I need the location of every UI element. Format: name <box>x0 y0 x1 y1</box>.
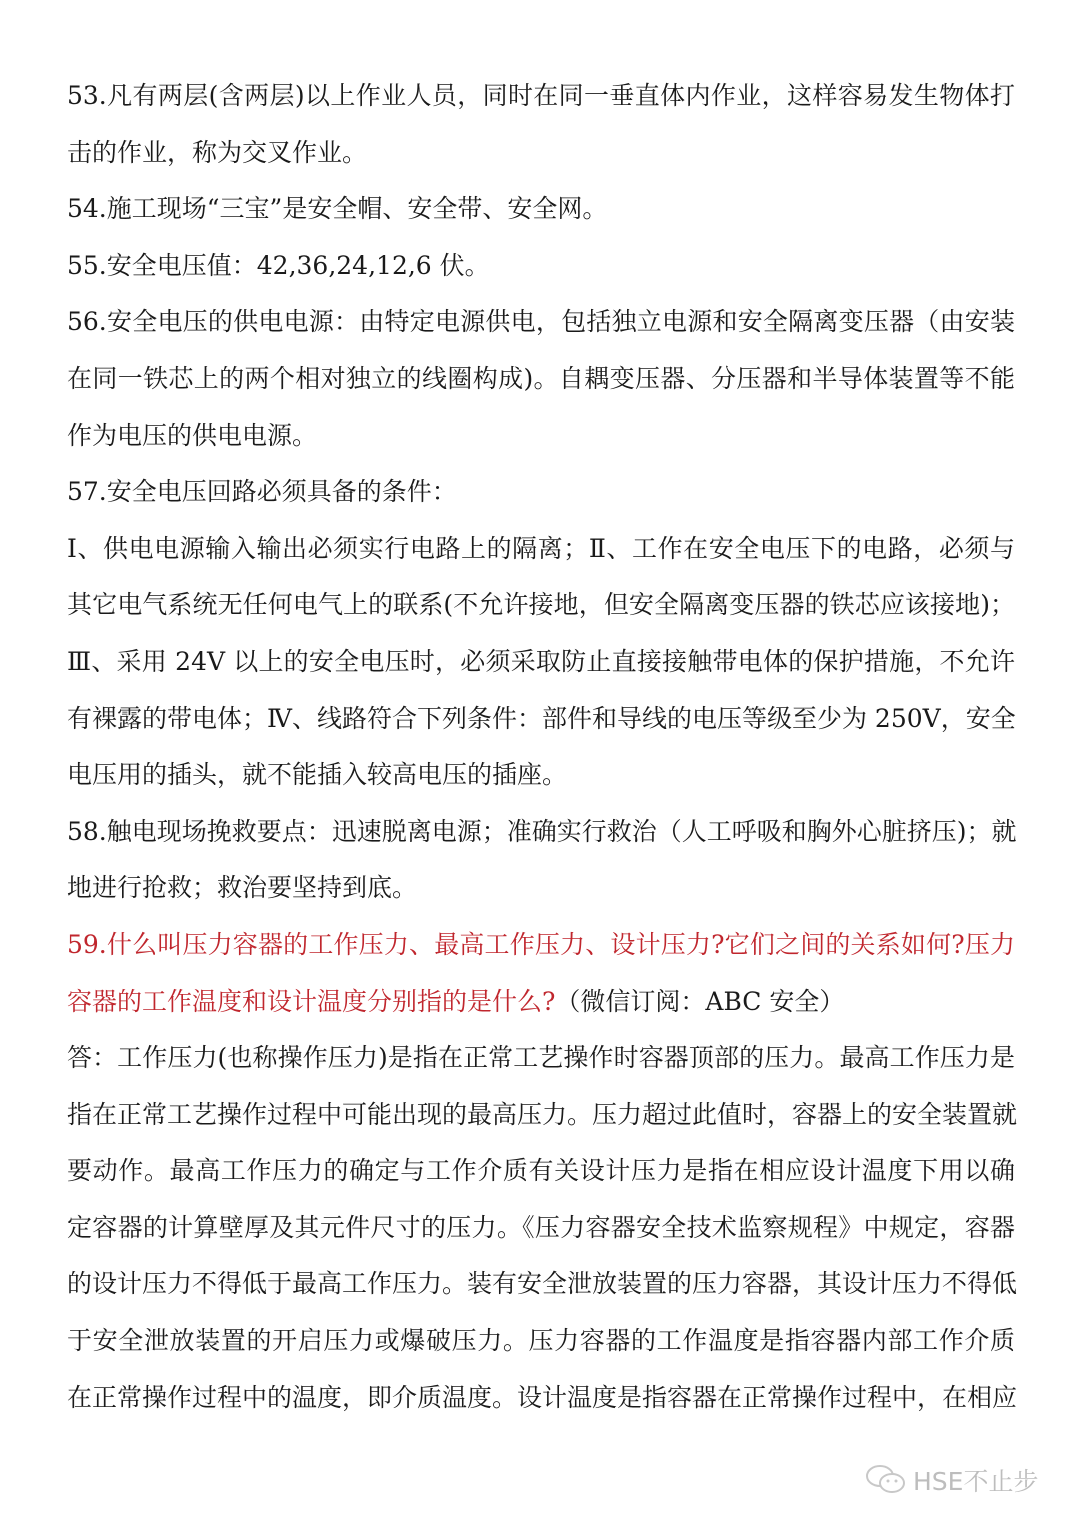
line-text: 57.安全电压回路必须具备的条件： <box>67 477 457 507</box>
watermark-text: HSE不止步 <box>913 1467 1039 1496</box>
wechat-icon <box>865 1463 907 1497</box>
line-text: 答：工作压力(也称操作压力)是指在正常工艺操作时容器顶部的压力。最高工作压力是 <box>67 1043 1015 1073</box>
watermark <box>865 1462 1038 1498</box>
line-text: 55.安全电压值：42,36,24,12,6 伏。 <box>67 250 490 280</box>
line-text: 54.施工现场“三宝”是安全帽、安全带、安全网。 <box>67 194 608 224</box>
text-line <box>67 585 1015 642</box>
line-text: 作为电压的供电电源。 <box>67 420 318 450</box>
line-text: 56.安全电压的供电电源：由特定电源供电，包括独立电源和安全隔离变压器（由安装 <box>67 307 1015 337</box>
line-text: 定容器的计算壁厚及其元件尺寸的压力。《压力容器安全技术监察规程》中规定，容器 <box>67 1212 1015 1242</box>
line-text: 电压用的插头，就不能插入较高电压的插座。 <box>67 760 568 790</box>
text-line <box>67 1095 1018 1152</box>
text-line <box>67 642 1015 699</box>
text-line <box>67 1151 1015 1208</box>
line-text: 的设计压力不得低于最高工作压力。装有安全泄放装置的压力容器，其设计压力不得低 <box>67 1269 1018 1299</box>
text-line <box>67 133 1015 190</box>
line-text: Ⅲ、采用 24V 以上的安全电压时，必须采取防止直接接触带电体的保护措施，不允许 <box>67 646 1015 676</box>
source-note: （微信订阅：ABC 安全） <box>555 986 845 1016</box>
line-text: 地进行抢救；救治要坚持到底。 <box>67 873 418 903</box>
text-line <box>67 1208 1015 1265</box>
text-line <box>67 982 1015 1039</box>
text-line <box>67 868 1015 925</box>
text-line <box>67 246 1015 303</box>
line-text: 58.触电现场挽救要点：迅速脱离电源；准确实行救治（人工呼吸和胸外心脏挤压)；就 <box>67 816 1017 846</box>
text-line <box>67 1321 1015 1378</box>
text-line <box>67 925 1015 982</box>
text-line <box>67 359 1015 416</box>
line-text: 有裸露的带电体；Ⅳ、线路符合下列条件：部件和导线的电压等级至少为 250V，安全 <box>67 703 1016 733</box>
text-line <box>67 76 1015 133</box>
text-line <box>67 755 1015 812</box>
text-line <box>67 472 1015 529</box>
line-text: 要动作。最高工作压力的确定与工作介质有关设计压力是指在相应设计温度下用以确 <box>67 1156 1015 1186</box>
line-text: 指在正常工艺操作过程中可能出现的最高压力。压力超过此值时，容器上的安全装置就 <box>67 1099 1018 1129</box>
line-text: 53.凡有两层(含两层)以上作业人员，同时在同一垂直体内作业，这样容易发生物体打 <box>67 81 1015 110</box>
text-line <box>67 1378 1018 1435</box>
line-text: 在正常操作过程中的温度，即介质温度。设计温度是指容器在正常操作过程中，在相应 <box>67 1382 1018 1412</box>
highlighted-question-text: 59.什么叫压力容器的工作压力、最高工作压力、设计压力?它们之间的关系如何?压力 <box>67 929 1015 959</box>
text-line <box>67 699 1015 756</box>
line-text: Ⅰ、供电电源输入输出必须实行电路上的隔离；Ⅱ、工作在安全电压下的电路，必须与 <box>67 533 1015 563</box>
document-body <box>67 76 1018 1434</box>
text-line <box>67 812 1015 869</box>
line-text: 击的作业，称为交叉作业。 <box>67 137 368 167</box>
line-text: 其它电气系统无任何电气上的联系(不允许接地，但安全隔离变压器的铁芯应该接地)； <box>67 590 1015 620</box>
text-line <box>67 529 1015 586</box>
text-line <box>67 189 1015 246</box>
line-text: 于安全泄放装置的开启压力或爆破压力。压力容器的工作温度是指容器内部工作介质 <box>67 1326 1015 1356</box>
text-line <box>67 302 1015 359</box>
highlighted-question-text: 容器的工作温度和设计温度分别指的是什么? <box>67 986 556 1016</box>
text-line <box>67 1038 1015 1095</box>
line-text: 在同一铁芯上的两个相对独立的线圈构成)。自耦变压器、分压器和半导体装置等不能 <box>67 363 1015 393</box>
text-line <box>67 416 1015 473</box>
text-line <box>67 1264 1018 1321</box>
